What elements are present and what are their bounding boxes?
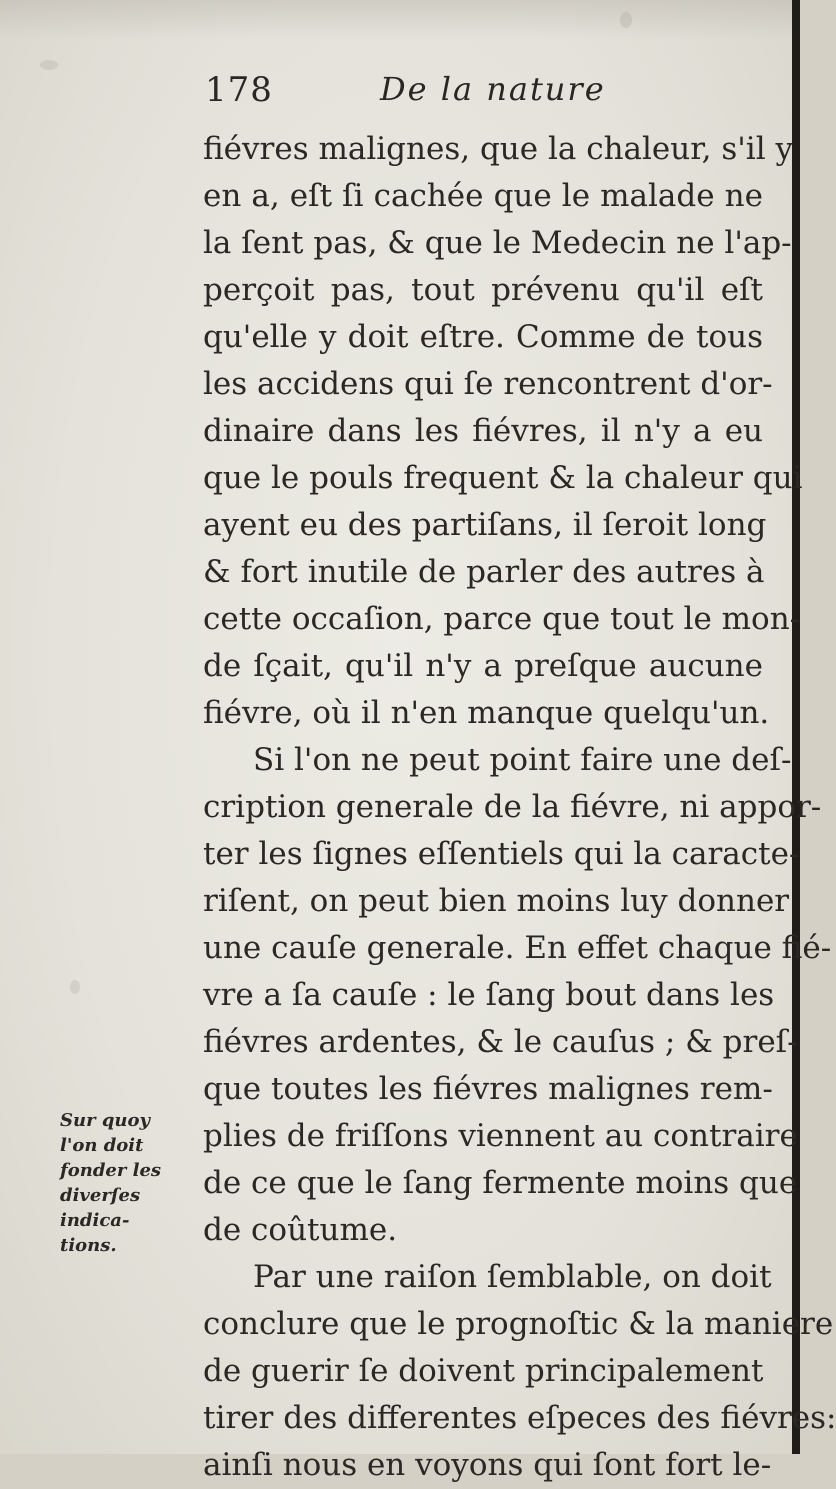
text-line: que toutes les fiévres malignes rem- <box>203 1071 773 1107</box>
text-line: Par une raiſon ſemblable, on doit <box>253 1259 772 1295</box>
paper-smudge <box>620 12 632 28</box>
text-line: perçoit pas, tout prévenu qu'il eſt <box>203 272 763 308</box>
text-line: ayent eu des partiſans, il ſeroit long <box>203 507 767 543</box>
text-line: dinaire dans les fiévres, il n'y a eu <box>203 413 763 449</box>
margin-note-line: indica- <box>60 1210 130 1231</box>
margin-note-line: Sur quoy <box>60 1110 150 1131</box>
text-line: tirer des differentes eſpeces des fiévres: <box>203 1400 836 1436</box>
margin-note <box>60 1108 200 1258</box>
text-line: & fort inutile de parler des autres à <box>203 554 765 590</box>
text-line: fiévres ardentes, & le cauſus ; & preſ- <box>203 1024 798 1060</box>
text-line: cription generale de la fiévre, ni appor- <box>203 789 822 825</box>
text-line: une cauſe generale. En effet chaque fié- <box>203 930 832 966</box>
paper-smudge <box>70 980 80 994</box>
text-line: en a, eſt ſi cachée que le malade ne <box>203 178 763 214</box>
text-line: cette occaſion, parce que tout le mon- <box>203 601 801 637</box>
text-line: de guerir ſe doivent principalement <box>203 1353 764 1389</box>
margin-note-line: l'on doit <box>60 1135 144 1156</box>
text-line: fiévre, où il n'en manque quelqu'un. <box>203 695 770 731</box>
text-line: la ſent pas, & que le Medecin ne l'ap- <box>203 225 792 261</box>
body-text <box>203 126 836 1489</box>
text-line: Si l'on ne peut point faire une deſ- <box>253 742 792 778</box>
running-head: De la nature <box>380 70 606 108</box>
text-line: conclure que le prognoſtic & la maniere <box>203 1306 834 1342</box>
text-line: de coûtume. <box>203 1212 398 1248</box>
text-line: de ce que le ſang fermente moins que <box>203 1165 798 1201</box>
text-line: ter les ſignes eſſentiels qui la caracte- <box>203 836 800 872</box>
margin-note-line: tions. <box>60 1235 117 1256</box>
text-line: les accidens qui ſe rencontrent d'or- <box>203 366 773 402</box>
text-line: de ſçait, qu'il n'y a preſque aucune <box>203 648 763 684</box>
margin-note-line: fonder les <box>60 1160 162 1181</box>
text-line: riſent, on peut bien moins luy donner <box>203 883 790 919</box>
page-shadow <box>0 0 792 40</box>
page-header <box>205 70 765 120</box>
text-line: que le pouls frequent & la chaleur qui <box>203 460 803 496</box>
text-line: qu'elle y doit eſtre. Comme de tous <box>203 319 763 355</box>
text-line: ainſi nous en voyons qui ſont fort le- <box>203 1447 772 1483</box>
text-line: plies de friſſons viennent au contraire <box>203 1118 798 1154</box>
page-number: 178 <box>205 70 273 110</box>
text-line: vre a ſa cauſe : le ſang bout dans les <box>203 977 775 1013</box>
text-line: fiévres malignes, que la chaleur, s'il y <box>203 131 793 167</box>
margin-note-line: diverſes <box>60 1185 141 1206</box>
paper-smudge <box>40 60 58 70</box>
